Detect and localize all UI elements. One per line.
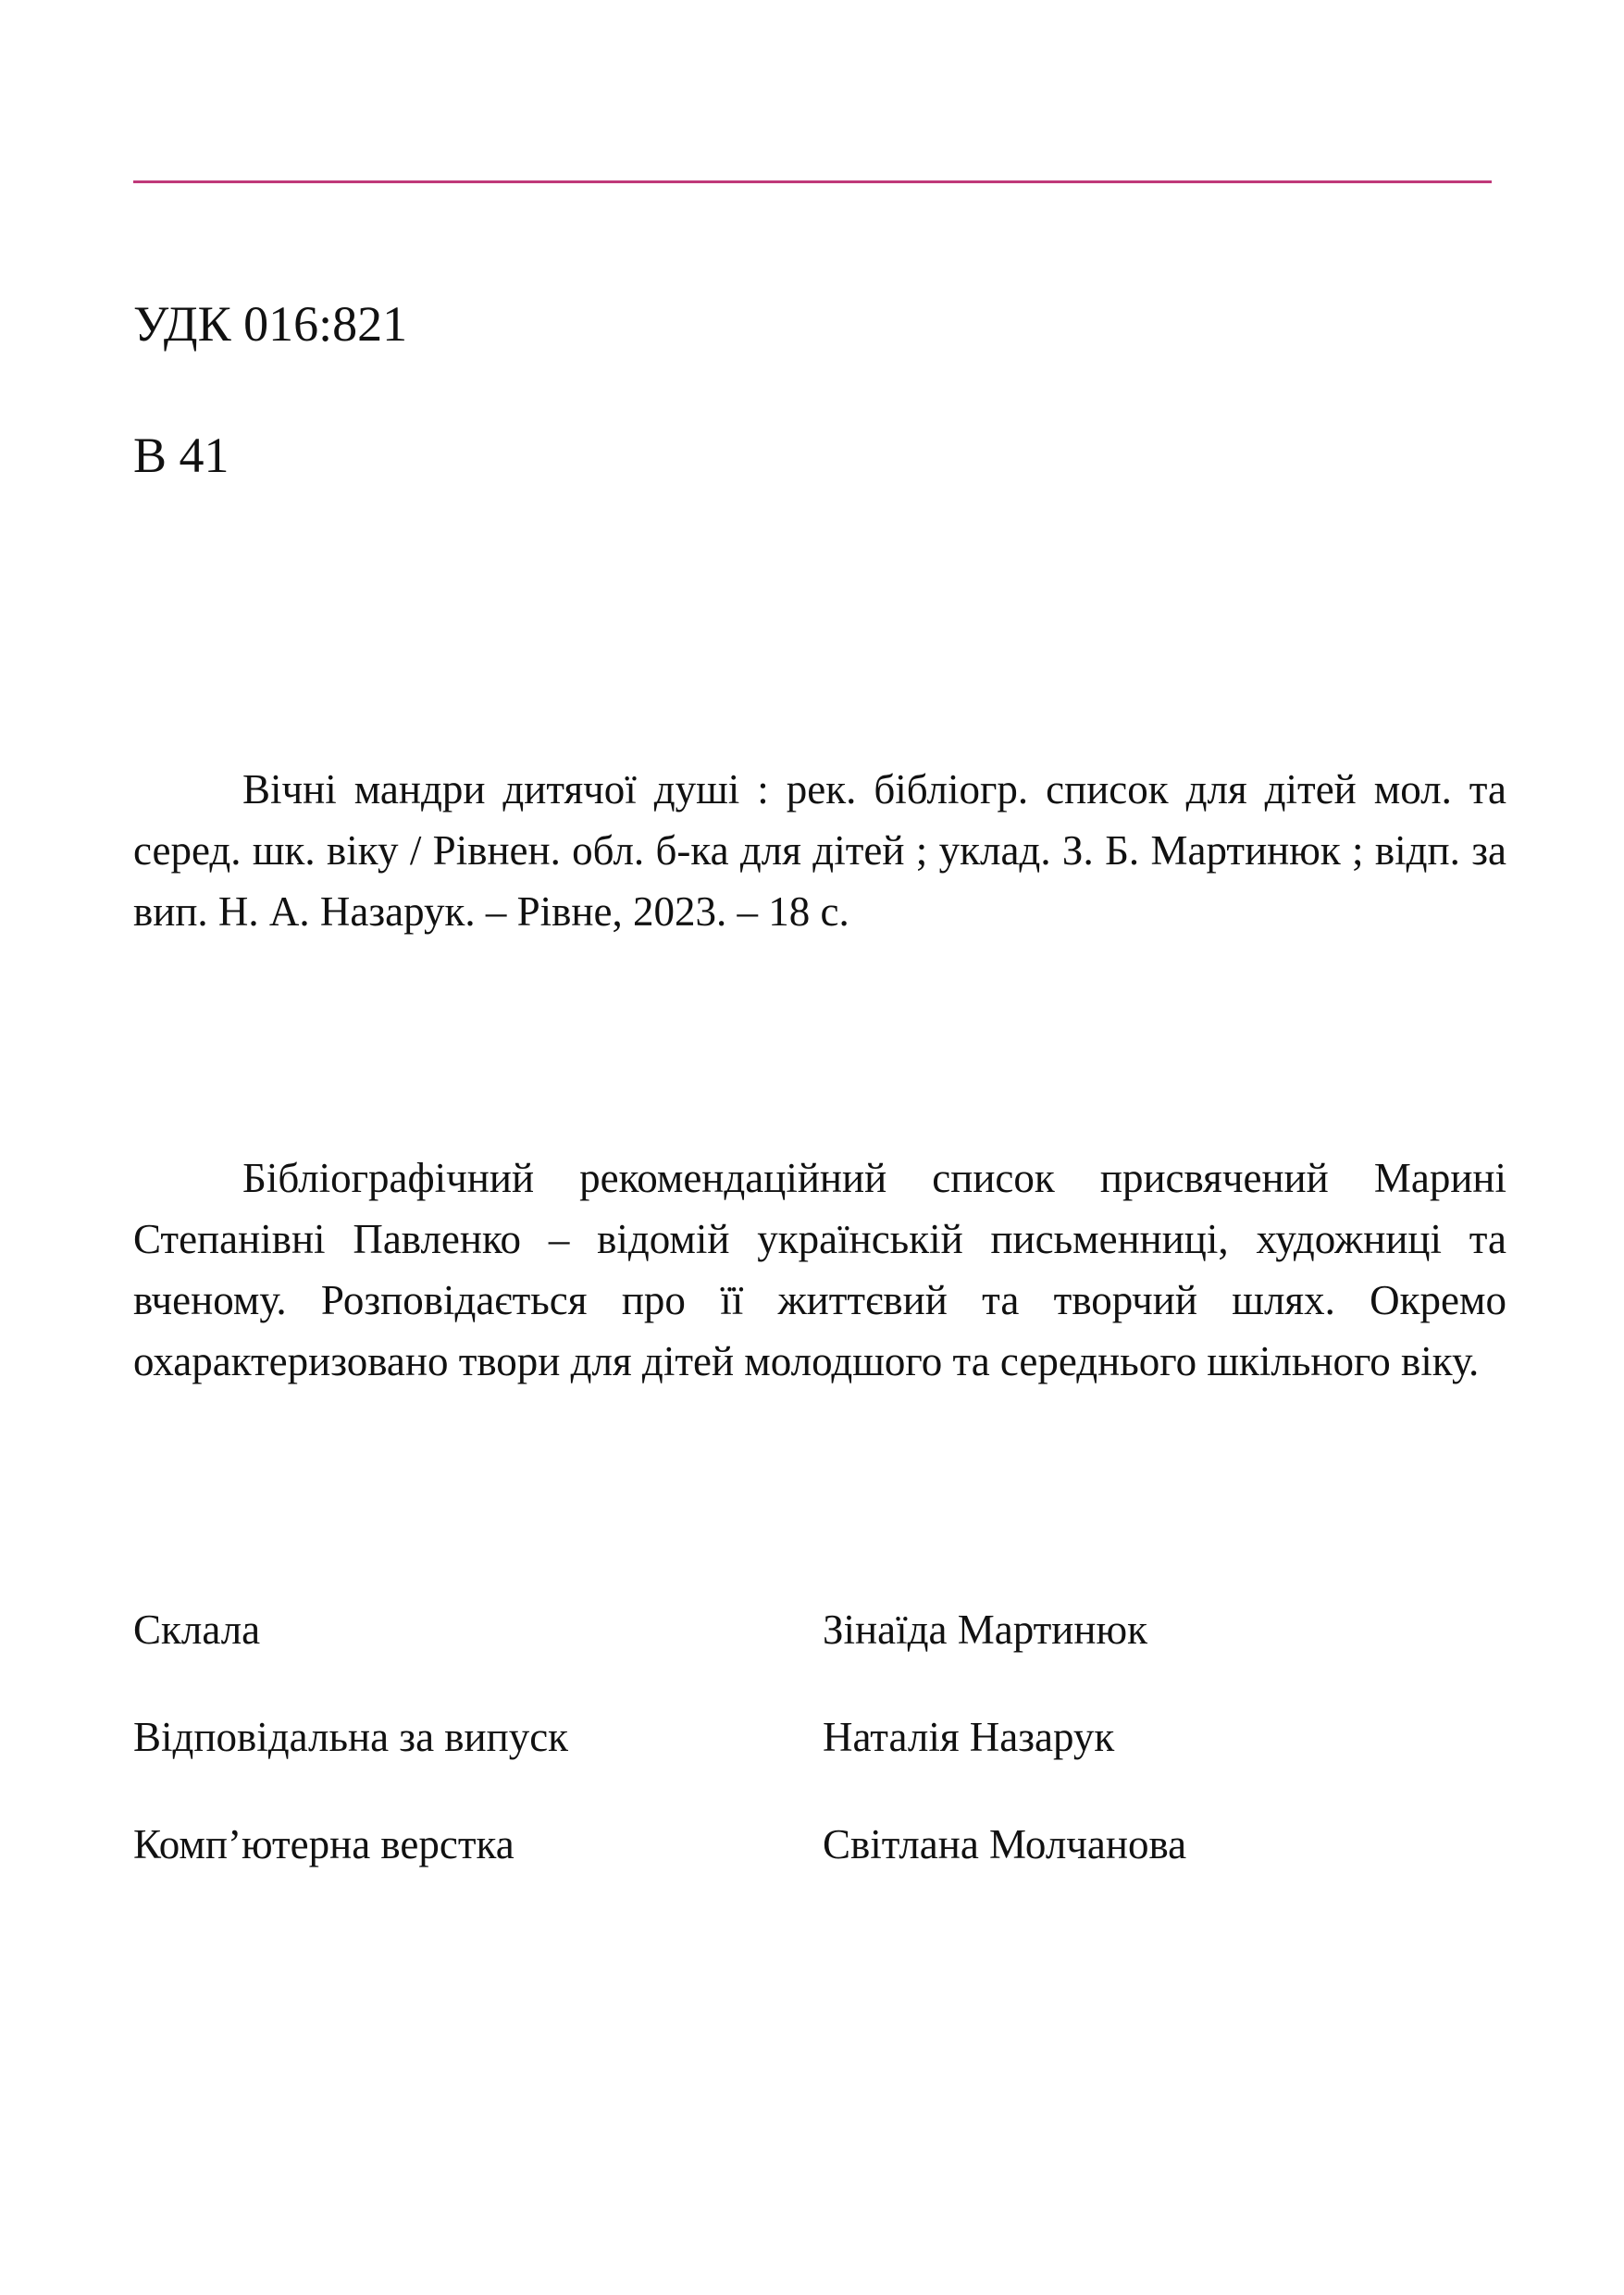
credit-row-responsible [133,1713,1336,1820]
annotation-paragraph: Бібліографічний рекомендаційний список присвячений Марині Степанівні Павленко – відомій українській письменниці, художниці та вченому. Розповідається про її життєвий та творчий шлях. Окремо охарактеризовано твори для дітей молодшого та середнього шкільного віку. [133,1155,1506,1384]
credit-person: Наталія Назарук [823,1714,1115,1760]
credit-row-compiler [133,1606,1336,1713]
header-rule [133,180,1492,183]
bibliographic-citation: Вічні мандри дитячої душі : рек. бібліогр. список для дітей мол. та серед. шк. віку / Рівнен. обл. б-ка для дітей ; уклад. З. Б. Мартинюк ; відп. за вип. Н. А. Назарук. – Рівне, 2023. – 18 с. [133,766,1506,935]
credit-role: Відповідальна за випуск [133,1714,569,1760]
credits-block [133,1606,1336,1928]
udk-code: УДК 016:821 [133,296,408,352]
credit-person: Світлана Молчанова [823,1821,1187,1867]
credit-role: Склала [133,1606,261,1653]
credit-person: Зінаїда Мартинюк [823,1606,1147,1653]
credit-row-layout [133,1820,1336,1928]
credit-role: Комп’ютерна верстка [133,1821,514,1867]
bbk-code: В 41 [133,428,229,483]
